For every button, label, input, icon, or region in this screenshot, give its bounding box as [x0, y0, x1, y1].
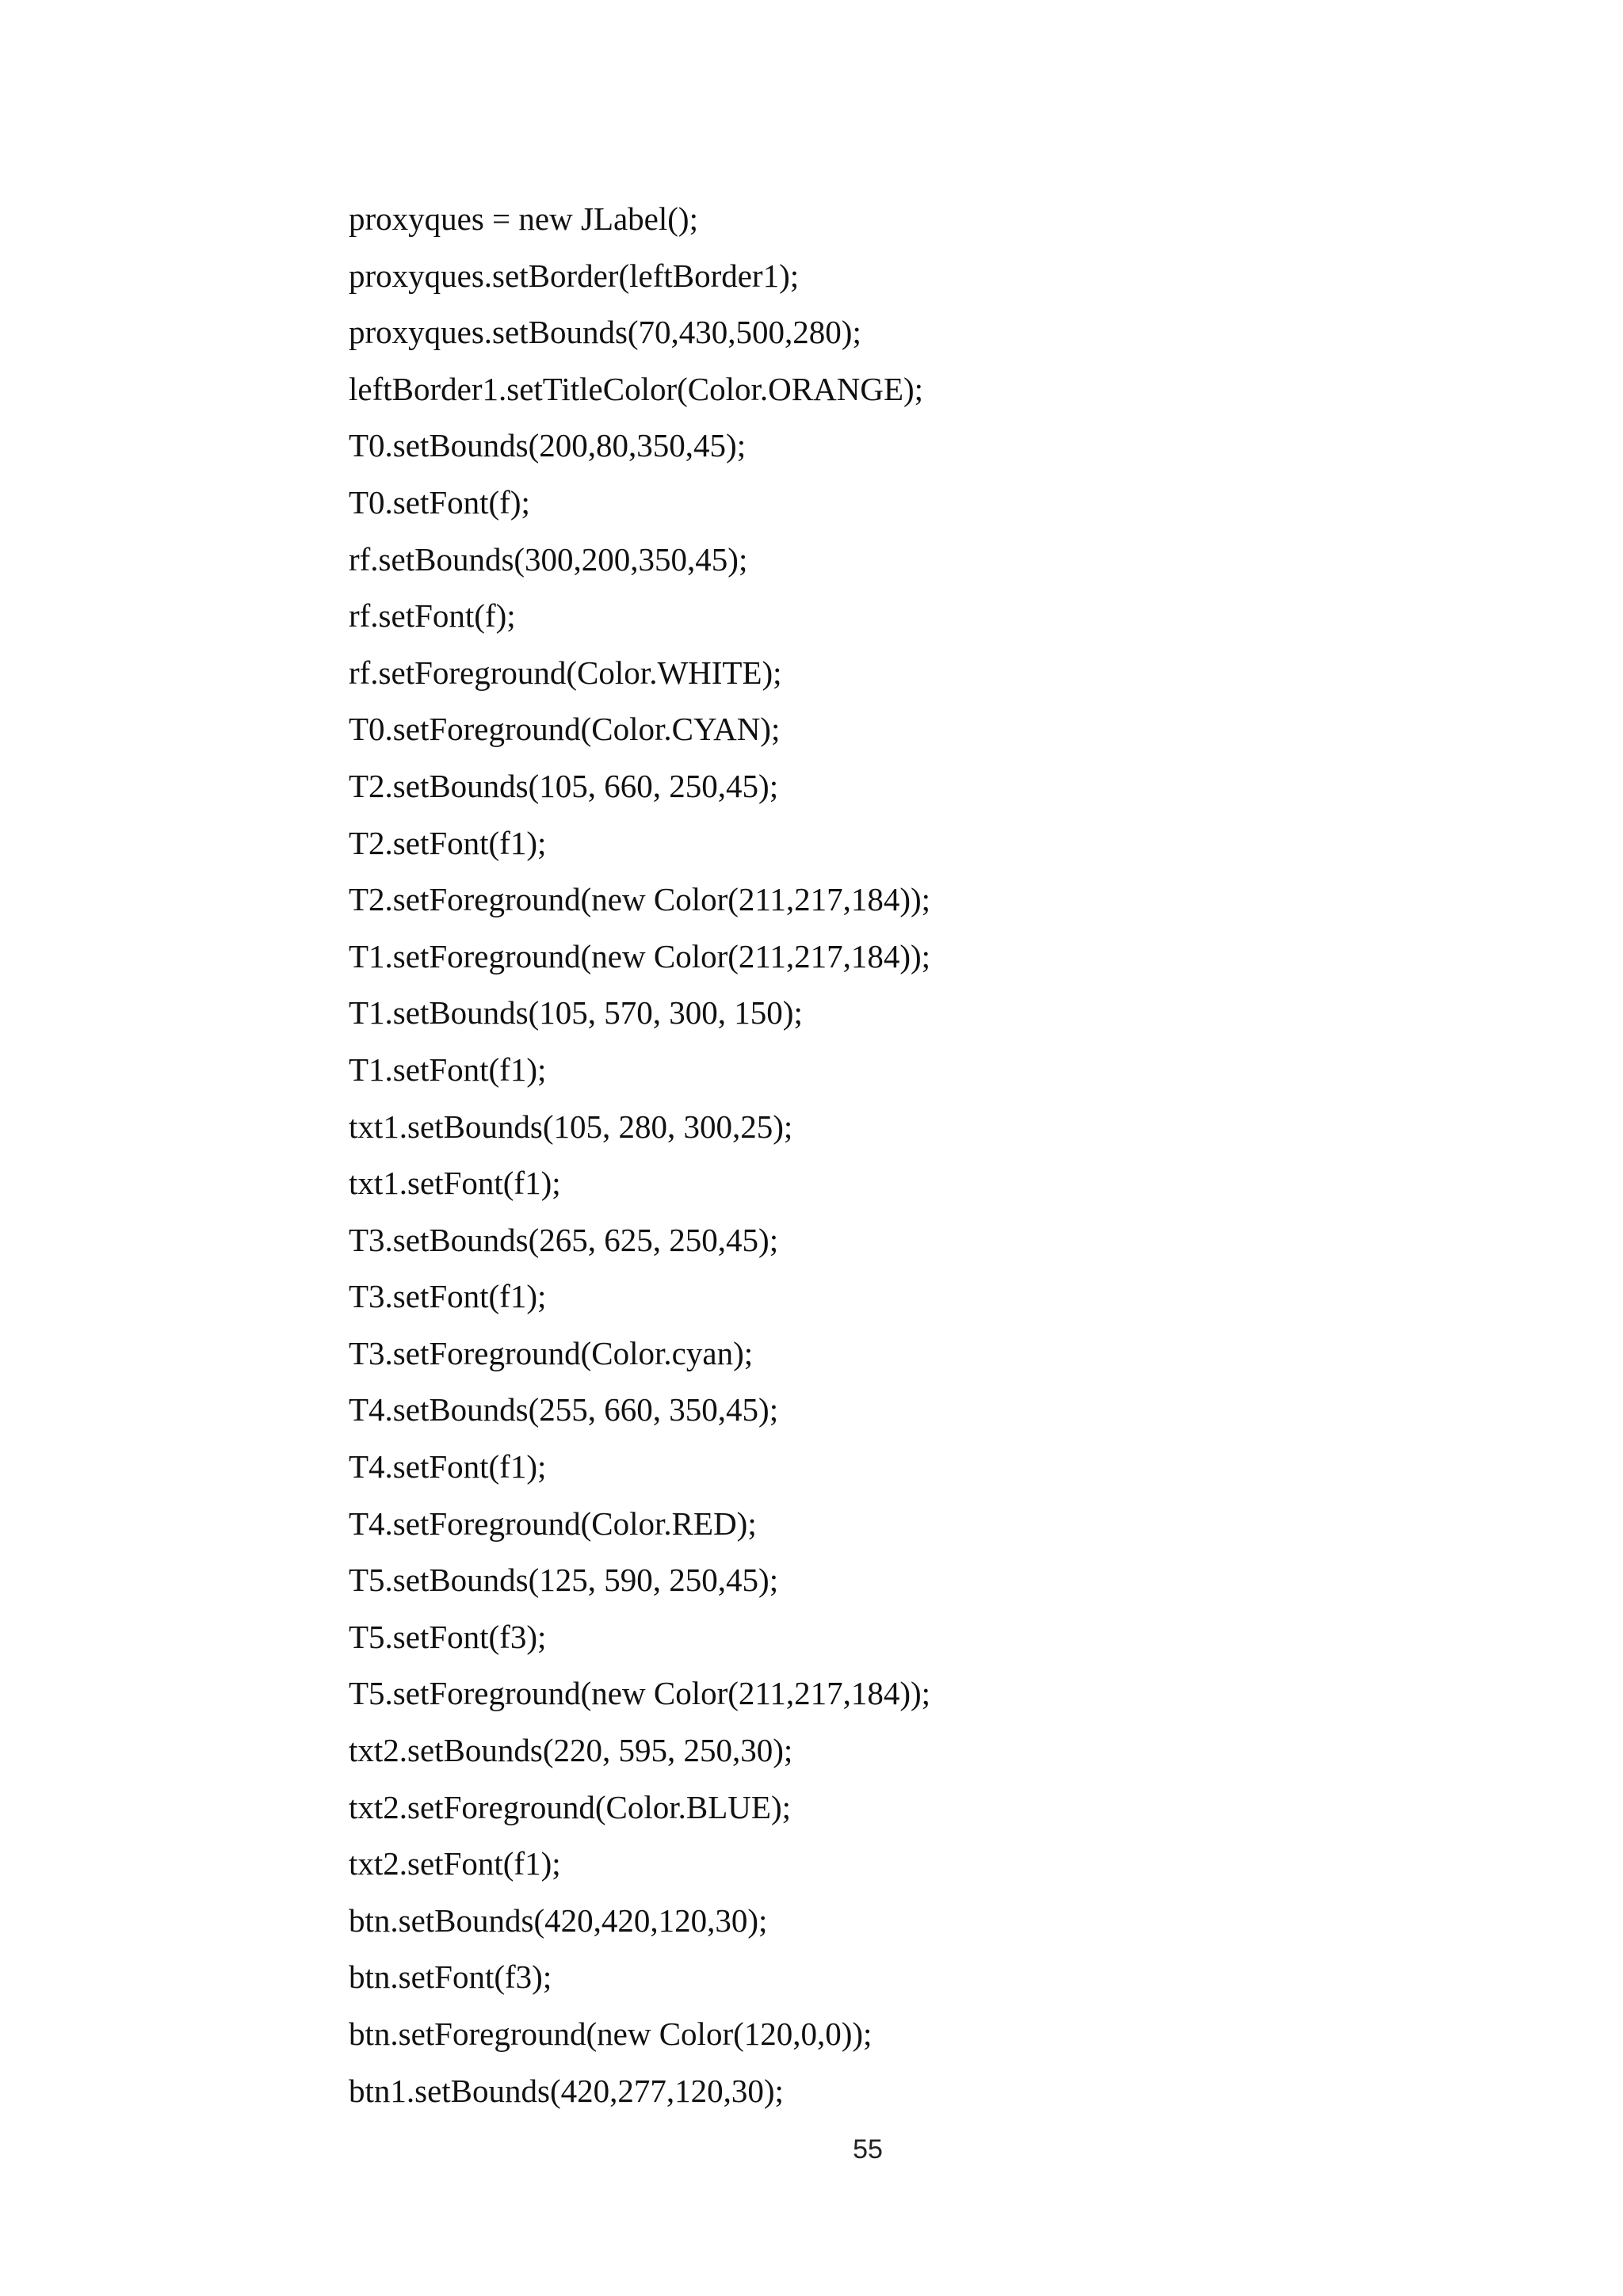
code-line: btn.setForeground(new Color(120,0,0)); — [349, 2016, 873, 2052]
code-line: proxyques.setBorder(leftBorder1); — [349, 257, 800, 294]
code-line: txt2.setForeground(Color.BLUE); — [349, 1788, 792, 1825]
code-line: T4.setForeground(Color.RED); — [349, 1505, 757, 1542]
code-line: T3.setForeground(Color.cyan); — [349, 1334, 754, 1371]
code-line: btn.setBounds(420,420,120,30); — [349, 1901, 768, 1939]
code-line: btn.setFont(f3); — [349, 1958, 552, 1996]
code-line: proxyques = new JLabel(); — [349, 200, 698, 237]
code-line: T0.setBounds(200,80,350,45); — [349, 427, 747, 464]
code-line: T3.setFont(f1); — [349, 1278, 547, 1315]
code-line: proxyques.setBounds(70,430,500,280); — [349, 314, 861, 351]
code-listing — [349, 196, 930, 2125]
code-line: leftBorder1.setTitleColor(Color.ORANGE); — [349, 370, 924, 407]
code-line: txt1.setBounds(105, 280, 300,25); — [349, 1108, 793, 1145]
code-line: T2.setBounds(105, 660, 250,45); — [349, 767, 779, 804]
code-line: txt2.setBounds(220, 595, 250,30); — [349, 1732, 793, 1769]
code-line: T5.setFont(f3); — [349, 1618, 547, 1655]
code-line: T4.setBounds(255, 660, 350,45); — [349, 1391, 779, 1428]
code-line: T1.setBounds(105, 570, 300, 150); — [349, 994, 803, 1032]
page-number: 55 — [853, 2134, 883, 2164]
code-line: T3.setBounds(265, 625, 250,45); — [349, 1221, 779, 1258]
code-line: txt2.setFont(f1); — [349, 1845, 561, 1882]
code-line: txt1.setFont(f1); — [349, 1165, 561, 1202]
code-line: T2.setFont(f1); — [349, 824, 547, 861]
code-line: rf.setForeground(Color.WHITE); — [349, 654, 782, 691]
code-line: T1.setForeground(new Color(211,217,184)); — [349, 937, 931, 974]
code-line: T1.setFont(f1); — [349, 1051, 547, 1088]
code-line: T0.setForeground(Color.CYAN); — [349, 711, 781, 748]
code-line: T4.setFont(f1); — [349, 1448, 547, 1486]
code-line: rf.setFont(f); — [349, 597, 516, 635]
code-line: T5.setBounds(125, 590, 250,45); — [349, 1562, 779, 1599]
code-line: T0.setFont(f); — [349, 483, 530, 521]
code-line: T5.setForeground(new Color(211,217,184)); — [349, 1675, 931, 1712]
code-line: rf.setBounds(300,200,350,45); — [349, 540, 748, 578]
code-line: T2.setForeground(new Color(211,217,184)); — [349, 881, 931, 918]
code-line: btn1.setBounds(420,277,120,30); — [349, 2072, 784, 2109]
